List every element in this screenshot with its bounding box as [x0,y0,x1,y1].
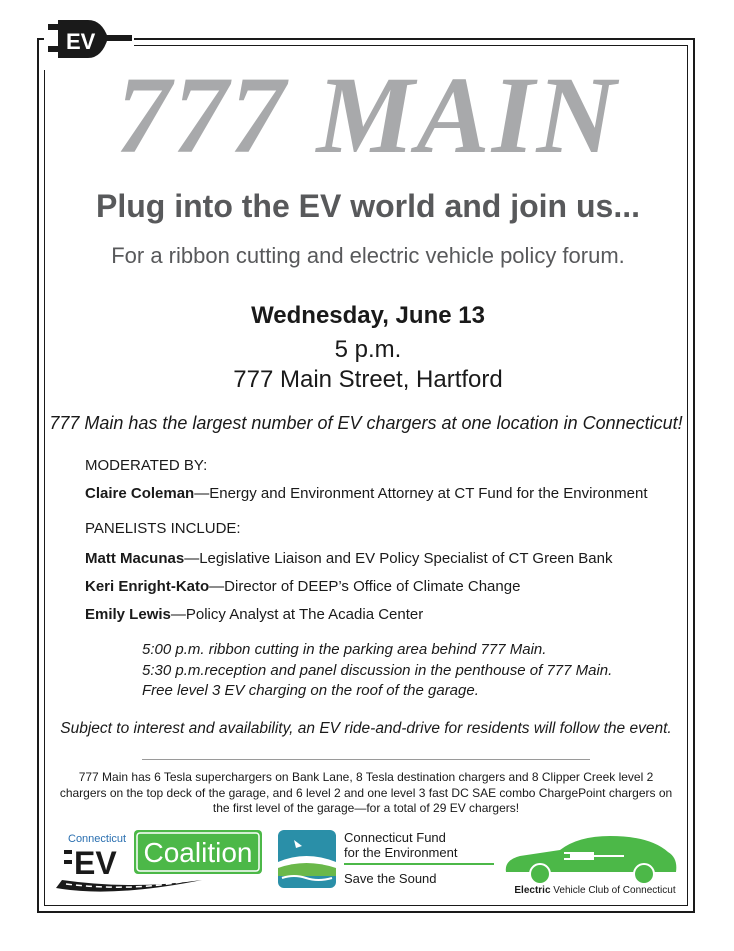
schedule-item: 5:00 p.m. ribbon cutting in the parking area behind 777 Main. [142,641,547,658]
panelist [85,550,612,567]
panelist-name: Keri Enright-Kato [85,578,210,595]
schedule [142,640,612,702]
charger-fine-print: 777 Main has 6 Tesla superchargers on Bank Lane, 8 Tesla destination chargers and 8 Clipper Creek level 2 chargers on the top deck of the garage, and 6 level 2 and one level 3 fast DC SAE combo ChargePoint chargers on the first level of the garage—for a total of 29 EV chargers! [59,770,673,815]
panelist-name: Emily Lewis [85,606,171,623]
schedule-item: 5:30 p.m.reception and panel discussion in the penthouse of 777 Main. [142,661,613,679]
evc-bold: Electric [514,885,551,896]
event-time: 5 p.m. [334,336,402,363]
moderator-role: —Energy and Environment Attorney at CT Fund for the Environment [194,485,648,502]
event-date: Wednesday, June 13 [251,302,485,329]
moderator-name: Claire Coleman [85,485,195,502]
panelist [85,578,520,595]
evc-rest: Vehicle Club of Connecticut [550,885,676,896]
moderated-heading: MODERATED BY: [85,457,208,474]
schedule-item: Free level 3 EV charging on the roof of the garage. [142,682,479,699]
charger-claim: 777 Main has the largest number of EV chargers at one location in Connecticut! [49,413,683,433]
divider [142,759,590,760]
ride-and-drive-note: Subject to interest and availability, an EV ride-and-drive for residents will follow the event. [60,720,672,737]
tagline: Plug into the EV world and join us... [96,188,640,224]
ctfe-line1: Connecticut Fund [344,830,446,845]
panelist [85,606,423,623]
evc-car-logo [500,830,682,886]
ctfe-logo [276,828,496,890]
coalition-word: Coalition [143,837,253,868]
subtagline: For a ribbon cutting and electric vehicle policy forum. [111,243,625,268]
panelist-name: Matt Macunas [85,550,185,567]
svg-text:EV: EV [66,29,96,54]
ct-ev-coalition-logo [52,828,264,896]
panelist-role: —Policy Analyst at The Acadia Center [170,606,424,623]
moderator [85,485,648,502]
coalition-top: Connecticut [68,833,127,845]
ctfe-line3: Save the Sound [344,871,437,886]
panelists-heading: PANELISTS INCLUDE: [85,520,241,537]
evc-name [505,885,685,896]
panelist-role: —Director of DEEP’s Office of Climate Change [209,578,521,595]
ctfe-line2: for the Environment [344,845,458,860]
coalition-ev: EV [74,845,117,881]
headline: 777 MAIN [116,54,618,176]
event-address: 777 Main Street, Hartford [233,366,503,393]
panelist-role: —Legislative Liaison and EV Policy Specialist of CT Green Bank [184,550,613,567]
